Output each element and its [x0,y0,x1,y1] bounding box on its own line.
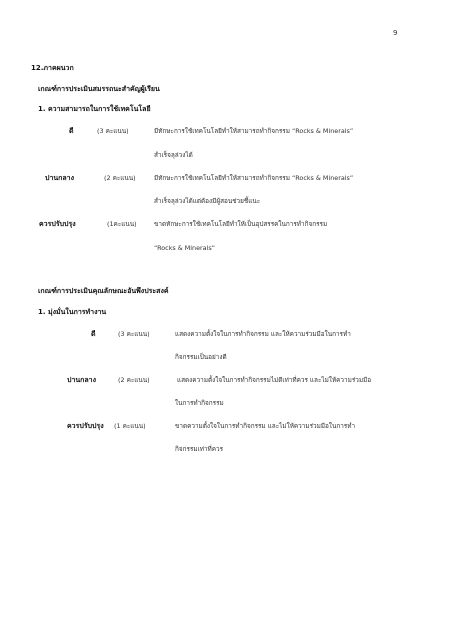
rubric2-title: เกณฑ์การประเมินคุณลักษณะอันพึงประสงค์ [38,287,169,295]
rubric2-desc-good-line1: แสดงความตั้งใจในการทำกิจกรรม และให้ความร่วมมือในการทำ [175,330,351,338]
rubric1-title: เกณฑ์การประเมินสมรรถนะสำคัญผู้เรียน [38,85,160,93]
page-number: 9 [393,29,398,37]
rubric1-subtitle: 1. ความสามารถในการใช้เทคโนโลยี [38,105,151,113]
rubric1-desc-good-line2: สำเร็จลุล่วงได้ [154,151,193,159]
rubric1-desc-improve-line2: “Rocks & Minerals” [154,244,215,252]
rubric2-level-improve: ควรปรับปรุง [67,422,104,430]
rubric2-desc-medium-line1: แสดงความตั้งใจในการทำกิจกรรมไม่ดีเท่าที่ควร และไม่ให้ความร่วมมือ [177,376,372,384]
rubric2-level-good: ดี [91,330,96,338]
rubric1-score-good: (3 คะแนน) [97,127,129,135]
rubric2-score-improve: (1 คะแนน) [114,422,146,430]
rubric2-level-medium: ปานกลาง [67,376,97,384]
rubric1-level-medium: ปานกลาง [45,174,75,182]
rubric2-desc-improve-line2: กิจกรรมเท่าที่ควร [175,445,224,453]
rubric2-score-good: (3 คะแนน) [118,330,150,338]
rubric2-desc-good-line2: กิจกรรมเป็นอย่างดี [175,353,227,361]
rubric1-desc-improve-line1: ขาดทักษะการใช้เทคโนโลยีทำให้เป็นอุปสรรคในการทำกิจกรรม [154,220,328,228]
section-heading: 12.ภาคผนวก [31,64,74,72]
rubric1-desc-good-line1: มีทักษะการใช้เทคโนโลยีทำให้สามารถทำกิจกรรม “Rocks & Minerals” [154,127,354,135]
rubric1-desc-medium-line1: มีทักษะการใช้เทคโนโลยีทำให้สามารถทำกิจกรรม “Rocks & Minerals” [154,174,354,182]
rubric1-score-medium: (2 คะแนน) [104,174,136,182]
rubric2-subtitle: 1. มุ่งมั่นในการทำงาน [38,308,107,316]
rubric2-desc-improve-line1: ขาดความตั้งใจในการทำกิจกรรม และไม่ให้ความร่วมมือในการทำ [175,422,356,430]
rubric1-level-improve: ควรปรับปรุง [39,220,76,228]
rubric1-score-improve: (1คะแนน) [107,220,137,228]
rubric2-score-medium: (2 คะแนน) [118,376,150,384]
rubric1-desc-medium-line2: สำเร็จลุล่วงได้แต่ต้องมีผู้สอนช่วยชี้แนะ [154,197,261,205]
rubric2-desc-medium-line2: ในการทำกิจกรรม [175,399,224,407]
rubric1-level-good: ดี [69,127,74,135]
